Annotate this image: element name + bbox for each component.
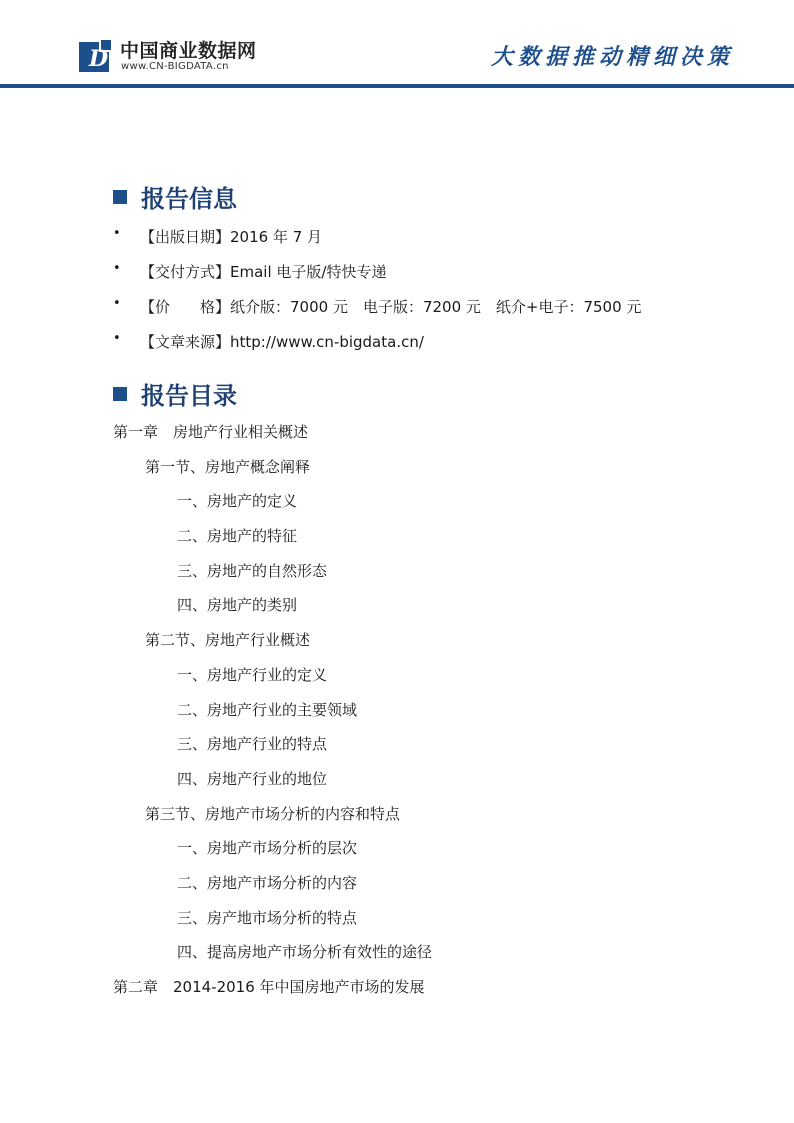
header-slogan: 大数据推动精细决策 (490, 44, 734, 70)
info-value-link[interactable]: http://www.cn-bigdata.cn/ (230, 333, 424, 351)
toc-section: 第一节、房地产概念阐释 (145, 457, 311, 476)
report-info-heading (113, 179, 237, 214)
info-item-delivery (113, 261, 641, 296)
info-label: 【出版日期】 (140, 228, 231, 246)
info-item-source (113, 331, 641, 366)
bullet-icon: • (113, 331, 121, 346)
toc-subsection: 三、房地产的自然形态 (177, 561, 328, 580)
toc-subsection: 三、房产地市场分析的特点 (177, 908, 358, 927)
toc-chapter: 第一章 房地产行业相关概述 (113, 423, 309, 441)
toc-subsection: 四、房地产行业的地位 (177, 769, 328, 788)
toc-subsection: 二、房地产的特征 (177, 527, 298, 546)
toc-chapter: 第二章 2014-2016 年中国房地产市场的发展 (113, 978, 425, 996)
toc-subsection: 一、房地产的定义 (177, 492, 298, 511)
logo-url: www.CN-BIGDATA.cn (121, 61, 229, 72)
toc-subsection: 三、房地产行业的特点 (177, 735, 328, 754)
logo-name: 中国商业数据网 (120, 40, 257, 62)
toc-subsection: 二、房地产市场分析的内容 (177, 873, 358, 892)
info-value: 2016 年 7 月 (230, 228, 323, 246)
square-bullet-icon (113, 387, 127, 401)
bullet-icon: • (113, 261, 121, 276)
report-info-title: 报告信息 (141, 185, 237, 213)
logo-letter: D (89, 46, 109, 72)
info-value: Email 电子版/特快专递 (230, 263, 387, 281)
info-label: 【交付方式】 (140, 263, 231, 281)
toc-heading (113, 376, 237, 411)
toc-title: 报告目录 (141, 382, 237, 410)
toc-subsection: 四、房地产的类别 (177, 596, 298, 615)
table-of-contents (113, 421, 432, 1011)
toc-section: 第三节、房地产市场分析的内容和特点 (145, 804, 401, 823)
toc-subsection: 二、房地产行业的主要领域 (177, 700, 358, 719)
square-bullet-icon (113, 190, 127, 204)
info-label: 【价 格】 (140, 298, 231, 316)
logo-icon (79, 38, 113, 72)
toc-subsection: 一、房地产行业的定义 (177, 665, 328, 684)
bullet-icon: • (113, 226, 121, 241)
toc-subsection: 四、提高房地产市场分析有效性的途径 (177, 943, 433, 962)
info-item-price (113, 296, 641, 331)
bullet-icon: • (113, 296, 121, 311)
report-info-list (113, 226, 641, 366)
info-label: 【文章来源】 (140, 333, 231, 351)
info-value: 纸介版：7000 元 电子版：7200 元 纸介+电子：7500 元 (230, 298, 642, 316)
page-header (0, 0, 794, 100)
info-item-publish-date (113, 226, 641, 261)
toc-subsection: 一、房地产市场分析的层次 (177, 839, 358, 858)
toc-section: 第二节、房地产行业概述 (145, 631, 311, 650)
header-divider (0, 84, 794, 88)
